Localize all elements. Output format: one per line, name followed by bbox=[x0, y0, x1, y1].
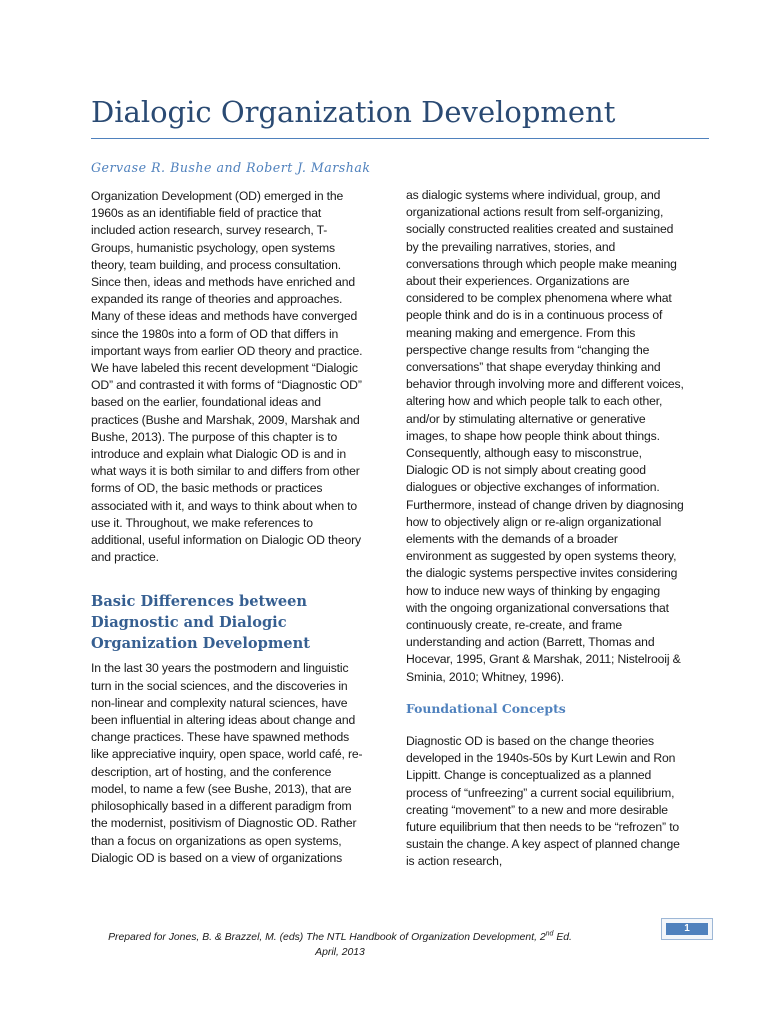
left-column bbox=[91, 188, 367, 867]
intro-paragraph: Organization Development (OD) emerged in the 1960s as an identifiable field of practice that included action research, survey research, T-Groups, humanistic psychology, open systems theory, team building, and process consultation. Since then, ideas and methods have enriched and expanded its range of theories and approaches. Many of these ideas and methods have converged since the 1980s into a form of OD that differs in important ways from earlier OD theory and practice. We have labeled this recent development “Dialogic OD” and contrasted it with forms of “Diagnostic OD” based on the earlier, foundational ideas and practices (Bushe and Marshak, 2009, Marshak and Bushe, 2013). The purpose of this chapter is to introduce and explain what Dialogic OD is and in what ways it is both similar to and differs from other forms of OD, the basic methods or practices associated with it, and ways to think about when to use it. Throughout, we make references to additional, useful information on Dialogic OD theory and practice. bbox=[91, 189, 363, 565]
subsection-heading: Foundational Concepts bbox=[406, 700, 566, 716]
footer-citation-text: Prepared for Jones, B. & Brazzel, M. (eds) The NTL Handbook of Organization Development, 2 bbox=[108, 932, 546, 943]
continuation-paragraph: as dialogic systems where individual, group, and organizational actions result from self-organizing, socially constructed realities created and sustained by the prevailing narratives, stories, and conversations through which people make meaning about their experiences. Organizations are considered to be complex phenomena where what people think and do is in a continuous process of meaning making and emergence. From this perspective change results from “changing the conversations” that shape everyday thinking and behavior through involving more and different voices, altering how and which people talk to each other, and/or by stimulating alternative or generative images, to shape how people think about things. Consequently, although easy to misconstrue, Dialogic OD is not simply about creating good dialogues or objective exchanges of information. Furthermore, instead of change driven by diagnosing how to objectively align or re-align organizational elements with the demands of a broader environment as suggested by open systems theory, the dialogic systems perspective invites considering how to induce new ways of thinking by engaging with the ongoing organizational conversations that continuously create, re-create, and frame understanding and action (Barrett, Thomas and Hocevar, 1995, Grant & Marshak, 2011; Nistelrooij & Sminia, 2010; Whitney, 1996). bbox=[406, 188, 684, 684]
section-heading: Basic Differences between Diagnostic and Dialogic Organization Development bbox=[91, 593, 310, 653]
title-underline bbox=[91, 138, 709, 139]
author-line: Gervase R. Bushe and Robert J. Marshak bbox=[91, 160, 371, 175]
footer-line-1 bbox=[60, 930, 620, 945]
footer-citation bbox=[60, 930, 620, 960]
page-title: Dialogic Organization Development bbox=[91, 95, 616, 129]
footer-date: April, 2013 bbox=[315, 947, 365, 958]
section-paragraph: In the last 30 years the postmodern and linguistic turn in the social sciences, and the discoveries in non-linear and complexity natural sciences, have been influential in altering ideas about change and change practices. These have spawned methods like appreciative inquiry, open space, world café, re-description, art of hosting, and the conference model, to name a few (see Bushe, 2013), that are philosophically based in a different paradigm from the modernist, positivism of Diagnostic OD. Rather than a focus on organizations as open systems, Dialogic OD is based on a view of organizations bbox=[91, 661, 363, 865]
page-number: 1 bbox=[666, 923, 708, 935]
right-column bbox=[406, 187, 684, 871]
page-number-badge bbox=[661, 918, 713, 940]
footer-superscript: nd bbox=[545, 930, 554, 938]
footer-edition: Ed. bbox=[553, 932, 572, 943]
subsection-paragraph: Diagnostic OD is based on the change theories developed in the 1940s-50s by Kurt Lewin and Ron Lippitt. Change is conceptualized as a planned process of “unfreezing” a current social equilibrium, creating “movement” to a new and more desirable future equilibrium that then needs to be “refrozen” to sustain the change. A key aspect of planned change is action research, bbox=[406, 733, 680, 869]
